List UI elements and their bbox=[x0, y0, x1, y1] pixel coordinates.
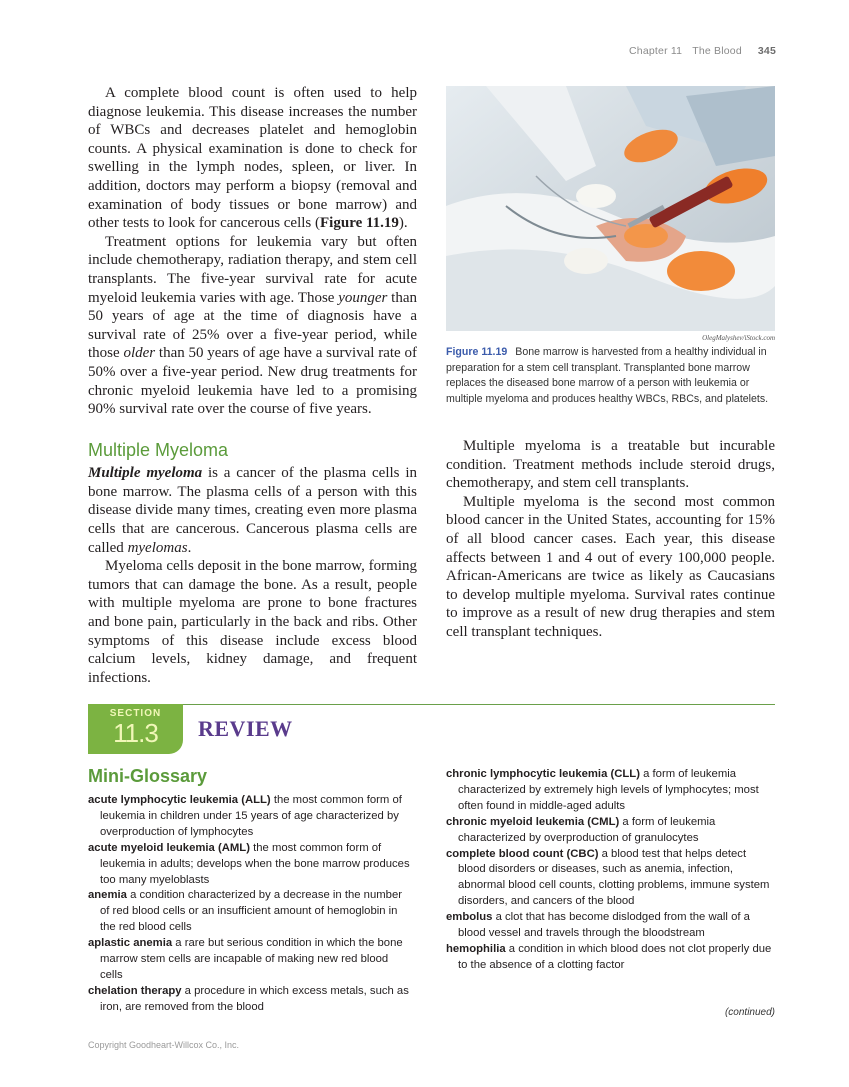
paragraph: Multiple myeloma is the second most common blood cancer in the United States, accounting for 15% of all blood cancer cases. Each year, this disease affects between 1 and 4 out of every 100,000 people. African-Americans are twice as likely as Caucasians to develop multiple myeloma. Survival rates continue to improve as a result of new drug therapies and stem cell transplant techniques. bbox=[446, 493, 775, 640]
glossary-term: aplastic anemia bbox=[88, 937, 173, 950]
text: Treatment options for leukemia vary but often include chemotherapy, radiation therapy, and stem cell transplants. The five-year survival rate for acute myeloid leukemia varies with age. Those bbox=[88, 233, 417, 306]
section-label: SECTION bbox=[109, 708, 162, 719]
glossary-entry bbox=[446, 847, 776, 911]
glossary-definition: a rare but serious condition in which the bone marrow stem cells are incapable of making new red blood cells bbox=[100, 937, 403, 981]
glossary-term: anemia bbox=[88, 889, 127, 902]
review-title: REVIEW bbox=[198, 716, 293, 741]
glossary-term: chelation therapy bbox=[88, 984, 182, 997]
glossary-entry bbox=[446, 815, 776, 847]
glossary-definition: a blood test that helps detect blood disorders or diseases, such as anemia, infection, abnormal blood cell counts, clotting problems, immune system disorders, and cancers of the blood bbox=[458, 847, 770, 908]
continued-note: (continued) bbox=[724, 1007, 775, 1018]
paragraph: Multiple myeloma is a treatable but incurable condition. Treatment methods include steroid drugs, chemotherapy, and stem cell transplants. bbox=[446, 438, 775, 492]
section-divider bbox=[88, 704, 775, 705]
glossary-entry bbox=[88, 841, 410, 889]
section-heading: Multiple Myeloma bbox=[88, 439, 229, 460]
figure-caption bbox=[446, 345, 775, 407]
figure-label: Figure 11.19 bbox=[446, 346, 508, 358]
text: than 50 years of age have a survival rate of 50% over a five-year period. New drug treatments for chronic myeloid leukemia have led to a promising 90% survival rate over the course of five years. bbox=[88, 345, 417, 418]
right-column bbox=[446, 437, 775, 642]
chapter-title: The Blood bbox=[692, 45, 742, 57]
glossary-term: acute myeloid leukemia (AML) bbox=[88, 841, 250, 854]
text: . bbox=[187, 539, 192, 556]
caption-text: Bone marrow is harvested from a healthy individual in preparation for a stem cell transplant. Transplanted bone marrow replaces the diseased bone marrow of a person with leukemia or multiple myeloma and produces healthy WBCs, RBCs, and platelets. bbox=[446, 346, 769, 405]
text: is a cancer of the plasma cells in bone marrow. The plasma cells of a person with this disease divide many times, creating even more plasma cells that are cancerous. Cancerous plasma cells are called bbox=[88, 465, 417, 556]
glossary-entry bbox=[88, 888, 410, 936]
glossary-left bbox=[88, 793, 410, 1016]
glossary-definition: a condition in which blood does not clot properly due to the absence of a clotting factor bbox=[458, 942, 772, 971]
glossary-definition: a form of leukemia characterized by overproduction of granulocytes bbox=[458, 815, 716, 844]
glossary-definition: a clot that has become dislodged from the wall of a blood vessel and travels through the bloodstream bbox=[458, 911, 750, 940]
section-badge bbox=[88, 704, 183, 754]
glossary-right bbox=[446, 767, 776, 974]
text: A complete blood count is often used to help diagnose leukemia. This disease increases the number of WBCs and decreases platelet and hemoglobin counts. A physical examination is done to check for swelling in the lymph nodes, spleen, or liver. In addition, doctors may perform a biopsy (removal and examination of body tissues or bone marrow) and other tests to look for cancerous cells ( bbox=[88, 85, 417, 232]
glossary-entry bbox=[446, 910, 776, 942]
chapter-label: Chapter 11 bbox=[629, 45, 683, 57]
text: than 50 years of age at the time of diagnosis have a survival rate of 25% over a five-year period, while those bbox=[88, 289, 417, 362]
emphasis-younger: younger bbox=[338, 289, 388, 306]
glossary-definition: the most common form of leukemia in children under 15 years of age characterized by overproduction of lymphocytes bbox=[100, 794, 402, 838]
emphasis-myelomas: myelomas bbox=[127, 539, 188, 556]
key-term: Multiple myeloma bbox=[88, 465, 203, 482]
photo-credit: OlegMalyshev/iStock.com bbox=[702, 334, 775, 342]
paragraph bbox=[88, 233, 417, 419]
glossary-entry bbox=[88, 936, 410, 984]
glossary-term: complete blood count (CBC) bbox=[446, 847, 599, 860]
glossary-term: chronic myeloid leukemia (CML) bbox=[446, 815, 620, 828]
page-header bbox=[629, 45, 776, 57]
text: ). bbox=[398, 215, 408, 232]
figure-reference: Figure 11.19 bbox=[320, 215, 399, 232]
glossary-term: embolus bbox=[446, 911, 493, 924]
copyright-footer: Copyright Goodheart-Willcox Co., Inc. bbox=[88, 1040, 240, 1050]
glossary-term: hemophilia bbox=[446, 942, 506, 955]
section-number: 11.3 bbox=[113, 718, 158, 748]
glossary-entry bbox=[88, 984, 410, 1016]
glossary-entry bbox=[446, 767, 776, 815]
glossary-entry bbox=[88, 793, 410, 841]
glossary-term: acute lymphocytic leukemia (ALL) bbox=[88, 794, 271, 806]
page-number: 345 bbox=[757, 45, 776, 57]
paragraph bbox=[88, 84, 417, 233]
figure-photo bbox=[446, 86, 775, 331]
glossary-definition: a procedure in which excess metals, such as iron, are removed from the blood bbox=[100, 984, 409, 1013]
glossary-entry bbox=[446, 942, 776, 974]
paragraph bbox=[88, 464, 417, 557]
emphasis-older: older bbox=[123, 345, 156, 362]
mini-glossary-title: Mini-Glossary bbox=[88, 766, 208, 786]
glossary-definition: the most common form of leukemia in adults; develops when the bone marrow produces too many myeloblasts bbox=[100, 841, 410, 886]
glossary-definition: a form of leukemia characterized by extremely high levels of lymphocytes; most often found in middle-aged adults bbox=[458, 768, 759, 812]
glossary-definition: a condition characterized by a decrease in the number of red blood cells or an insufficient amount of hemoglobin in the red blood cells bbox=[100, 889, 402, 934]
glossary-term: chronic lymphocytic leukemia (CLL) bbox=[446, 768, 640, 780]
left-column bbox=[88, 84, 417, 687]
paragraph: Myeloma cells deposit in the bone marrow, forming tumors that can damage the bone. As a result, people with multiple myeloma are prone to bone fractures and bone pain, particularly in the back and ribs. Other symptoms of this disease include excess blood calcium levels, kidney damage, and frequent infections. bbox=[88, 558, 417, 686]
bone-marrow-harvest-illustration bbox=[446, 86, 775, 331]
